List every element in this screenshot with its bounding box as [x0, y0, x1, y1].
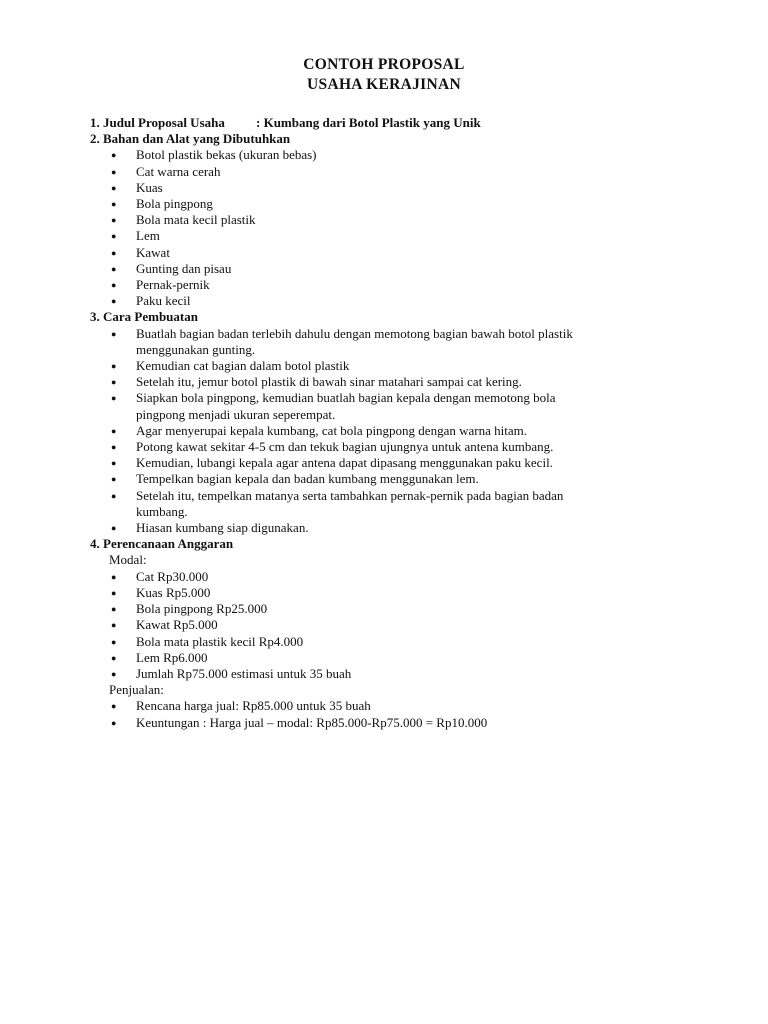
- list-item: [90, 715, 690, 731]
- list-item: [90, 698, 690, 714]
- list-item-text: Gunting dan pisau: [136, 260, 232, 276]
- bullet-icon: ●: [111, 668, 117, 679]
- bullet-icon: ●: [111, 620, 117, 631]
- bullet-icon: ●: [111, 474, 117, 485]
- list-item-text: Paku kecil: [136, 293, 191, 309]
- judul-value: Kumbang dari Botol Plastik yang Unik: [263, 115, 481, 130]
- list-item-text: kumbang.: [136, 503, 188, 519]
- bullet-icon: ●: [111, 442, 117, 453]
- modal-list: [90, 569, 690, 682]
- document-title: CONTOH PROPOSAL: [303, 56, 465, 73]
- list-item: [90, 261, 690, 277]
- bullet-icon: ●: [111, 571, 117, 582]
- list-item: [90, 374, 690, 390]
- list-item-text: Siapkan bola pingpong, kemudian buatlah bagian kepala dengan memotong bola: [136, 390, 556, 406]
- list-item: [90, 569, 690, 585]
- bullet-icon: ●: [111, 247, 117, 258]
- list-item: [90, 423, 690, 439]
- bullet-icon: ●: [111, 182, 117, 193]
- list-item-text: Cat Rp30.000: [136, 568, 209, 584]
- bullet-icon: ●: [111, 215, 117, 226]
- section-cara-heading: 3. Cara Pembuatan: [90, 309, 198, 325]
- bullet-icon: ●: [111, 199, 117, 210]
- bullet-icon: ●: [111, 166, 117, 177]
- bullet-icon: ●: [111, 717, 117, 728]
- bullet-icon: ●: [111, 150, 117, 161]
- bullet-icon: ●: [111, 523, 117, 534]
- list-item: [90, 617, 690, 633]
- bullet-icon: ●: [111, 231, 117, 242]
- list-item: [90, 650, 690, 666]
- list-item: [90, 326, 690, 358]
- bullet-icon: ●: [111, 587, 117, 598]
- bullet-icon: ●: [111, 361, 117, 372]
- bullet-icon: ●: [111, 458, 117, 469]
- list-item-text: menggunakan gunting.: [136, 341, 256, 357]
- list-item-text: pingpong menjadi ukuran seperempat.: [136, 406, 336, 422]
- bullet-icon: ●: [111, 377, 117, 388]
- bullet-icon: ●: [111, 393, 117, 404]
- judul-label: 1. Judul Proposal Usaha: [90, 115, 225, 130]
- list-item-text: Keuntungan : Harga jual – modal: Rp85.000-Rp75.000 = Rp10.000: [136, 714, 488, 730]
- bullet-icon: ●: [111, 280, 117, 291]
- list-item: [90, 164, 690, 180]
- cara-list: [90, 326, 690, 537]
- section-anggaran-heading: 4. Perencanaan Anggaran: [90, 536, 234, 552]
- list-item: [90, 212, 690, 228]
- list-item: [90, 228, 690, 244]
- section-bahan-heading: 2. Bahan dan Alat yang Dibutuhkan: [90, 131, 291, 147]
- penjualan-label: Penjualan:: [109, 682, 164, 698]
- list-item-text: Jumlah Rp75.000 estimasi untuk 35 buah: [136, 665, 352, 681]
- list-item: [90, 520, 690, 536]
- list-item-text: Kemudian cat bagian dalam botol plastik: [136, 358, 350, 374]
- list-item-text: Cat warna cerah: [136, 163, 221, 179]
- modal-label: Modal:: [109, 552, 147, 568]
- section-judul: [90, 115, 690, 131]
- judul-separator: :: [256, 115, 261, 130]
- bullet-icon: ●: [111, 604, 117, 615]
- list-item: [90, 196, 690, 212]
- list-item: [90, 634, 690, 650]
- bullet-icon: ●: [111, 425, 117, 436]
- document-subtitle: USAHA KERAJINAN: [307, 76, 461, 93]
- list-item-text: Buatlah bagian badan terlebih dahulu dengan memotong bagian bawah botol plastik: [136, 325, 573, 341]
- list-item-text: Bola pingpong Rp25.000: [136, 601, 268, 617]
- list-item: [90, 277, 690, 293]
- list-item: [90, 358, 690, 374]
- proposal-content: [90, 115, 690, 731]
- list-item-text: Bola pingpong: [136, 196, 213, 212]
- list-item-text: Bola mata plastik kecil Rp4.000: [136, 633, 304, 649]
- bullet-icon: ●: [111, 328, 117, 339]
- list-item: [90, 245, 690, 261]
- list-item-text: Pernak-pernik: [136, 277, 210, 293]
- bullet-icon: ●: [111, 652, 117, 663]
- bullet-icon: ●: [111, 490, 117, 501]
- list-item: [90, 439, 690, 455]
- bullet-icon: ●: [111, 263, 117, 274]
- penjualan-list: [90, 698, 690, 730]
- list-item: [90, 147, 690, 163]
- list-item: [90, 666, 690, 682]
- bullet-icon: ●: [111, 636, 117, 647]
- list-item-text: Kawat Rp5.000: [136, 617, 218, 633]
- list-item: [90, 390, 690, 422]
- list-item-text: Tempelkan bagian kepala dan badan kumbang menggunakan lem.: [136, 471, 479, 487]
- list-item-text: Bola mata kecil plastik: [136, 212, 256, 228]
- list-item-text: Agar menyerupai kepala kumbang, cat bola pingpong dengan warna hitam.: [136, 422, 527, 438]
- list-item-text: Setelah itu, tempelkan matanya serta tambahkan pernak-pernik pada bagian badan: [136, 487, 564, 503]
- bahan-list: [90, 147, 690, 309]
- list-item-text: Kuas: [136, 179, 163, 195]
- list-item-text: Kemudian, lubangi kepala agar antena dapat dipasang menggunakan paku kecil.: [136, 455, 553, 471]
- list-item: [90, 471, 690, 487]
- list-item-text: Kuas Rp5.000: [136, 584, 211, 600]
- list-item-text: Lem: [136, 228, 160, 244]
- list-item-text: Lem Rp6.000: [136, 649, 208, 665]
- list-item-text: Rencana harga jual: Rp85.000 untuk 35 buah: [136, 698, 371, 714]
- list-item: [90, 601, 690, 617]
- list-item-text: Setelah itu, jemur botol plastik di bawah sinar matahari sampai cat kering.: [136, 374, 522, 390]
- list-item: [90, 455, 690, 471]
- list-item-text: Potong kawat sekitar 4-5 cm dan tekuk bagian ujungnya untuk antena kumbang.: [136, 439, 554, 455]
- list-item-text: Hiasan kumbang siap digunakan.: [136, 520, 309, 536]
- list-item: [90, 585, 690, 601]
- list-item-text: Kawat: [136, 244, 170, 260]
- bullet-icon: ●: [111, 701, 117, 712]
- list-item: [90, 293, 690, 309]
- list-item-text: Botol plastik bekas (ukuran bebas): [136, 147, 317, 163]
- list-item: [90, 180, 690, 196]
- bullet-icon: ●: [111, 296, 117, 307]
- list-item: [90, 488, 690, 520]
